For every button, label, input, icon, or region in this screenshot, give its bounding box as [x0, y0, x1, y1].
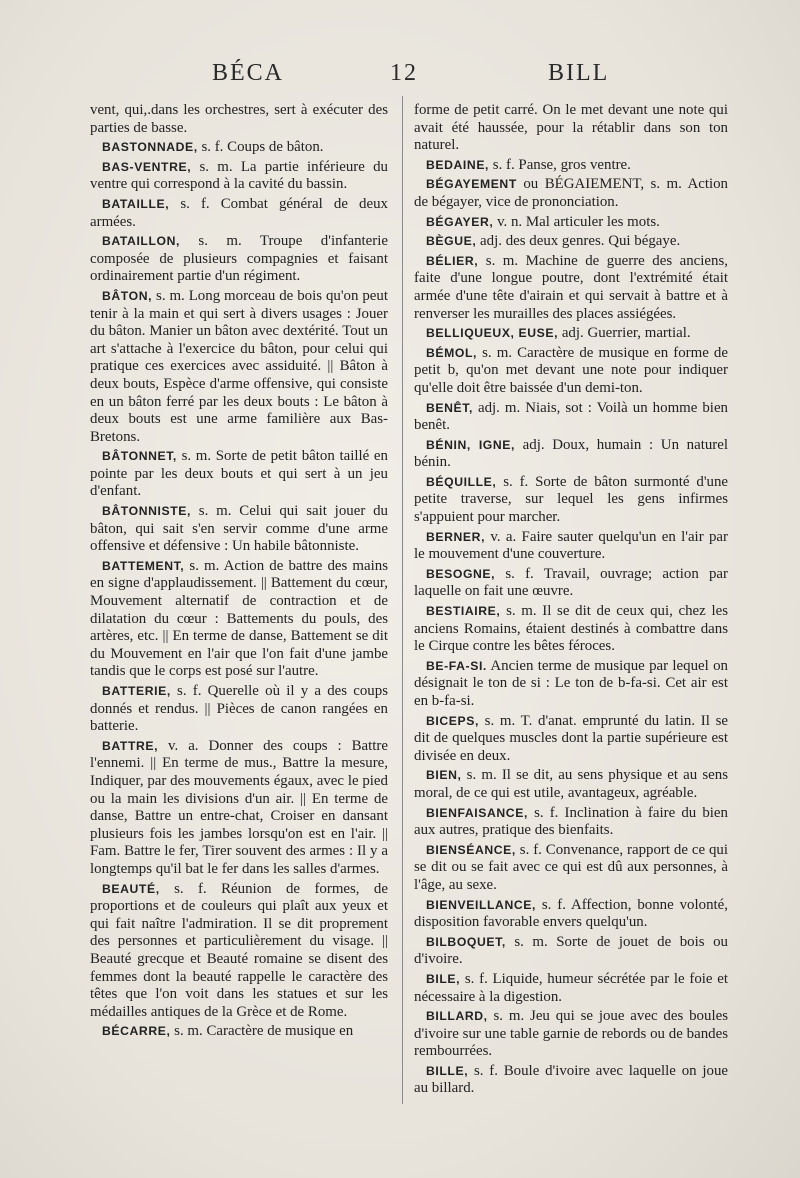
dictionary-entry	[414, 658, 728, 711]
entry-definition: s. f. Réunion de formes, de proportions et de couleurs qui plaît aux yeux et qui fait naître l'admiration. Il se dit proprement des personnes et particulièrement du visage. || Beauté grecque et Beauté romaine se disent des femmes dont la beauté rappelle le caractère des têtes que l'on voit dans les statues et sur les médailles antiques de la Grèce et de Rome.	[90, 880, 388, 1020]
entry-definition: vent, qui,.dans les orchestres, sert à exécuter des parties de basse.	[90, 102, 388, 136]
dictionary-entry	[90, 233, 388, 286]
dictionary-entry	[414, 566, 728, 601]
entry-definition: s. m. Sorte de jouet de bois ou d'ivoire.	[414, 933, 728, 968]
entry-definition: adj. des deux genres. Qui bégaye.	[476, 233, 681, 250]
dictionary-entry	[414, 934, 728, 969]
entry-definition: Ancien terme de musique par lequel on désignait le ton de si : Le ton de b-fa-si. Cet air est en b-fa-si.	[414, 657, 728, 709]
entry-definition: s. f. Travail, ouvrage; action par laquelle on fait une œuvre.	[414, 565, 728, 600]
dictionary-entry	[90, 288, 388, 446]
entry-headword: BÉNIN, IGNE,	[426, 437, 516, 452]
dictionary-entry	[414, 1008, 728, 1061]
entry-headword: BATTRE,	[102, 738, 159, 753]
entry-definition: s. m. Jeu qui se joue avec des boules d'ivoire sur une table garnie de rebords ou de bandes rembourrées.	[414, 1008, 728, 1060]
dictionary-entry	[414, 102, 728, 155]
entry-headword: BATTERIE,	[102, 684, 171, 698]
entry-definition: s. m. Caractère de musique en forme de petit b, qu'on met devant une note pour indiquer qu'elle doit être baissée d'un demi-ton.	[414, 344, 728, 396]
entry-definition: adj. m. Niais, sot : Voilà un homme bien benêt.	[414, 399, 728, 434]
dictionary-entry	[414, 713, 728, 766]
entry-headword: BATAILLON,	[102, 234, 180, 249]
entry-definition: s. f. Coups de bâton.	[197, 139, 324, 156]
header-right-guideword: BILL	[548, 60, 610, 86]
dictionary-entry	[414, 437, 728, 472]
dictionary-entry	[90, 139, 388, 157]
entry-headword: BATTEMENT,	[102, 558, 185, 573]
entry-headword: BIEN,	[426, 768, 462, 783]
entry-headword: BÉCARRE,	[102, 1024, 171, 1039]
entry-headword: BÉQUILLE,	[426, 474, 497, 489]
entry-definition: s. m. Il se dit, au sens physique et au sens moral, de ce qui est utile, avantageux, agréable.	[414, 767, 728, 801]
dictionary-entry	[90, 159, 388, 194]
entry-definition: s. f. Liquide, humeur sécrétée par le foie et nécessaire à la digestion.	[414, 970, 728, 1005]
entry-headword: BÂTON,	[102, 288, 153, 303]
entry-definition: s. m. Il se dit de ceux qui, chez les anciens Romains, étaient destinés à combattre dans le Cirque contre les bêtes féroces.	[414, 603, 728, 655]
entry-definition: s. f. Combat général de deux armées.	[90, 195, 388, 230]
entry-definition: s. f. Inclination à faire du bien aux autres, pratique des bienfaits.	[414, 804, 728, 839]
dictionary-entry	[414, 603, 728, 656]
dictionary-entry	[90, 102, 388, 137]
dictionary-entry	[414, 529, 728, 564]
entry-headword: BÉGAYEMENT	[426, 177, 517, 192]
left-column	[90, 102, 388, 1043]
dictionary-entry	[414, 805, 728, 840]
entry-definition: v. a. Faire sauter quelqu'un en l'air par le mouvement d'une couverture.	[414, 528, 728, 563]
running-header	[0, 60, 800, 92]
dictionary-entry	[414, 767, 728, 802]
entry-definition: s. f. Boule d'ivoire avec laquelle on joue au billard.	[414, 1062, 728, 1097]
dictionary-entry	[90, 196, 388, 231]
entry-headword: BÂTONNISTE,	[102, 504, 191, 519]
right-column	[414, 102, 728, 1100]
entry-headword: BASTONNADE,	[102, 140, 198, 155]
entry-definition: s. f. Sorte de bâton surmonté d'une petite traverse, sur lequel les gens infirmes s'appuient pour marcher.	[414, 473, 728, 526]
entry-headword: BICEPS,	[426, 713, 479, 728]
entry-definition: s. f. Panse, gros ventre.	[489, 156, 631, 173]
entry-definition: s. m. Machine de guerre des anciens, faite d'une longue poutre, dont l'extrémité était armée d'une tête d'airain et qui servait à battre et à renverser les murailles des places assiégées.	[414, 252, 728, 322]
entry-definition: forme de petit carré. On le met devant une note qui avait été haussée, pour la rétablir dans son ton naturel.	[414, 102, 728, 154]
page-number: 12	[390, 60, 418, 86]
dictionary-entry	[90, 558, 388, 681]
entry-headword: BIENVEILLANCE,	[426, 897, 536, 912]
entry-headword: BILE,	[426, 971, 461, 986]
entry-definition: adj. Doux, humain : Un naturel bénin.	[414, 436, 729, 471]
entry-definition: s. f. Affection, bonne volonté, disposition favorable envers quelqu'un.	[414, 896, 728, 931]
dictionary-entry	[90, 881, 388, 1022]
dictionary-entry	[414, 176, 728, 211]
dictionary-entry	[90, 503, 388, 556]
entry-headword: BÉGAYER,	[426, 214, 494, 229]
header-left-guideword: BÉCA	[212, 60, 285, 86]
entry-definition: s. m. T. d'anat. emprunté du latin. Il se dit de quelques muscles dont la partie supérieure est divisée en deux.	[414, 712, 728, 764]
entry-headword: BEAUTÉ,	[102, 881, 160, 896]
entry-headword: BILLE,	[426, 1063, 469, 1078]
dictionary-entry	[414, 971, 728, 1006]
entry-headword: BE-FA-SI.	[426, 658, 487, 673]
dictionary-entry	[414, 474, 728, 527]
entry-definition: s. m. Celui qui sait jouer du bâton, qui sait s'en servir comme d'une arme offensive et défensive : Un habile bâtonniste.	[90, 503, 388, 555]
dictionary-entry	[90, 738, 388, 879]
entry-headword: BÉLIER,	[426, 253, 479, 268]
dictionary-entry	[414, 325, 728, 343]
entry-headword: BAS-VENTRE,	[102, 159, 192, 174]
dictionary-entry	[414, 345, 728, 398]
column-divider	[402, 96, 403, 1104]
entry-headword: BÉMOL,	[426, 345, 477, 360]
dictionary-entry	[414, 233, 728, 251]
entry-headword: BESOGNE,	[426, 566, 496, 581]
dictionary-entry	[90, 1023, 388, 1041]
entry-headword: BEDAINE,	[426, 157, 490, 172]
entry-definition: s. m. Sorte de petit bâton taillé en pointe par les deux bouts et qui sert à un jeu d'enfant.	[90, 448, 388, 500]
dictionary-entry	[414, 157, 728, 175]
entry-definition: s. m. La partie inférieure du ventre qui correspond à la cavité du bassin.	[90, 158, 388, 193]
entry-definition: s. m. Caractère de musique en	[170, 1023, 354, 1040]
entry-definition: s. f. Convenance, rapport de ce qui se dit ou se fait avec ce qui est dû aux personnes, à l'âge, au sexe.	[414, 841, 728, 893]
entry-headword: BATAILLE,	[102, 196, 170, 211]
entry-definition: s. m. Action de battre des mains en signe d'applaudissement. || Battement du cœur, Mouvement alternatif de contraction et de dilatation du cœur : Battements du pouls, des artères, etc. || En terme de danse, Battement se dit du Mouvement en l'air que l'on fait d'une jambe tandis que le corps est posé sur l'autre.	[90, 557, 388, 680]
entry-definition: v. n. Mal articuler les mots.	[493, 213, 660, 230]
dictionary-entry	[90, 448, 388, 501]
dictionary-entry	[414, 897, 728, 932]
dictionary-entry	[414, 253, 728, 323]
dictionary-entry	[414, 842, 728, 895]
entry-definition: adj. Guerrier, martial.	[558, 325, 691, 342]
dictionary-entry	[414, 1063, 728, 1098]
entry-definition: v. a. Donner des coups : Battre l'ennemi. || En terme de mus., Battre la mesure, Indiquer, par des mouvements égaux, avec le pied ou la main les divisions d'un air. || En terme de danse, Battre un entre-chat, Croiser en dansant plusieurs fois les jambes lorsqu'on est en l'air. || Fam. Battre le fer, Tirer souvent des armes : Il y a longtemps qu'il bat le fer dans les salles d'armes.	[90, 737, 388, 877]
entry-headword: BELLIQUEUX, EUSE,	[426, 326, 559, 341]
dictionary-entry	[414, 214, 728, 232]
entry-headword: BILLARD,	[426, 1009, 488, 1024]
dictionary-entry	[90, 683, 388, 736]
entry-definition: s. f. Querelle où il y a des coups donnés et rendus. || Pièces de canon rangées en batterie.	[90, 683, 388, 735]
entry-headword: BIENSÉANCE,	[426, 842, 516, 857]
entry-definition: s. m. Troupe d'infanterie composée de plusieurs compagnies et faisant ordinairement partie d'un régiment.	[90, 233, 388, 285]
entry-headword: BIENFAISANCE,	[426, 805, 528, 820]
dictionary-entry	[414, 400, 728, 435]
entry-definition: s. m. Long morceau de bois qu'on peut tenir à la main et qui sert à divers usages : Jouer du bâton. Manier un bâton avec dextérité. Tout un art s'attache à l'exercice du bâton, pour celui qui pratique ces exercices avec assiduité. || Bâton à deux bouts, Espèce d'arme offensive, qui consiste en un bâton ferré par les deux bouts : Le bâton à deux bouts est une arme familière aux Bas-Bretons.	[90, 287, 388, 445]
entry-headword: BÂTONNET,	[102, 449, 177, 464]
entry-headword: BENÊT,	[426, 400, 473, 415]
entry-headword: BILBOQUET,	[426, 934, 506, 949]
entry-headword: BÈGUE,	[426, 234, 477, 249]
entry-headword: BERNER,	[426, 529, 486, 544]
entry-definition: ou BÉGAIEMENT, s. m. Action de bégayer, vice de prononciation.	[414, 176, 728, 210]
entry-headword: BESTIAIRE,	[426, 604, 501, 619]
